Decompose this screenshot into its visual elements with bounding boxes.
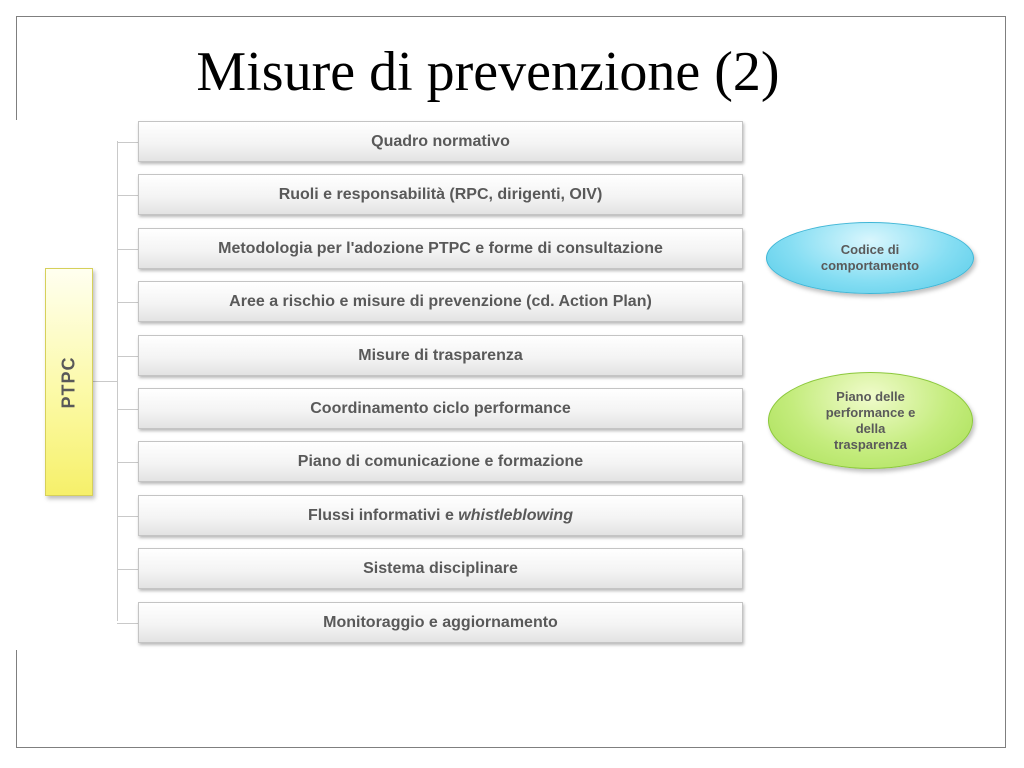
tree-connector-branch	[117, 302, 138, 303]
codice-comportamento-ellipse	[766, 222, 974, 294]
tree-connector-branch	[117, 356, 138, 357]
piano-line-3: della	[855, 420, 886, 436]
ptpc-root-node	[45, 268, 93, 496]
codice-line-1: Codice di	[840, 242, 900, 257]
measure-item	[138, 121, 743, 162]
measure-item-label: Metodologia per l'adozione PTPC e forme di consultazione	[218, 239, 663, 257]
measure-item-label: Sistema disciplinare	[363, 559, 518, 577]
piano-line-1: Piano delle	[836, 388, 905, 404]
measure-item-text	[323, 614, 558, 632]
measure-item-label: Coordinamento ciclo performance	[310, 399, 571, 417]
piano-line-2: performance e	[825, 404, 916, 420]
tree-connector-branch	[117, 142, 138, 143]
measure-item-text	[358, 347, 523, 365]
measure-item-label: Piano di comunicazione e formazione	[297, 452, 584, 470]
measure-item-label: Aree a rischio e misure di prevenzione (cd. Action Plan)	[229, 292, 652, 310]
tree-connector-branch	[117, 249, 138, 250]
measure-item-label: Flussi informativi e	[308, 506, 459, 524]
measure-item	[138, 335, 743, 376]
frame-gap	[14, 120, 20, 650]
measure-item	[138, 281, 743, 322]
ptpc-root-label: PTPC	[58, 355, 79, 409]
measure-item-text	[298, 453, 583, 471]
tree-connector-branch	[117, 195, 138, 196]
measure-item	[138, 441, 743, 482]
measure-item-text	[229, 293, 652, 311]
measure-item-text	[218, 240, 663, 258]
measure-item-text	[308, 507, 573, 525]
tree-connector-branch	[117, 623, 138, 624]
measure-item-text	[371, 133, 510, 151]
measure-item	[138, 602, 743, 643]
measure-item	[138, 174, 743, 215]
tree-connector-branch	[117, 569, 138, 570]
tree-connector-branch	[117, 516, 138, 517]
measure-item	[138, 388, 743, 429]
measure-item-text	[279, 186, 603, 204]
measure-item-label: Monitoraggio e aggiornamento	[323, 613, 558, 631]
measure-item	[138, 548, 743, 589]
measure-item-label: Ruoli e responsabilità (RPC, dirigenti, OIV)	[278, 185, 603, 203]
measure-item-label: Quadro normativo	[371, 132, 510, 150]
measure-item-label: Misure di trasparenza	[358, 346, 523, 364]
slide-title: Misure di prevenzione (2)	[196, 41, 780, 103]
tree-connector-root	[93, 381, 118, 382]
measure-item	[138, 495, 743, 536]
measure-item-text	[310, 400, 571, 418]
piano-line-4: trasparenza	[834, 436, 907, 452]
measure-item-text	[363, 560, 518, 578]
measure-item-italic: whistleblowing	[458, 506, 573, 524]
tree-connector-branch	[117, 409, 138, 410]
tree-connector-branch	[117, 462, 138, 463]
piano-performance-ellipse	[768, 372, 973, 469]
measure-item	[138, 228, 743, 269]
codice-line-2: comportamento	[820, 258, 920, 273]
